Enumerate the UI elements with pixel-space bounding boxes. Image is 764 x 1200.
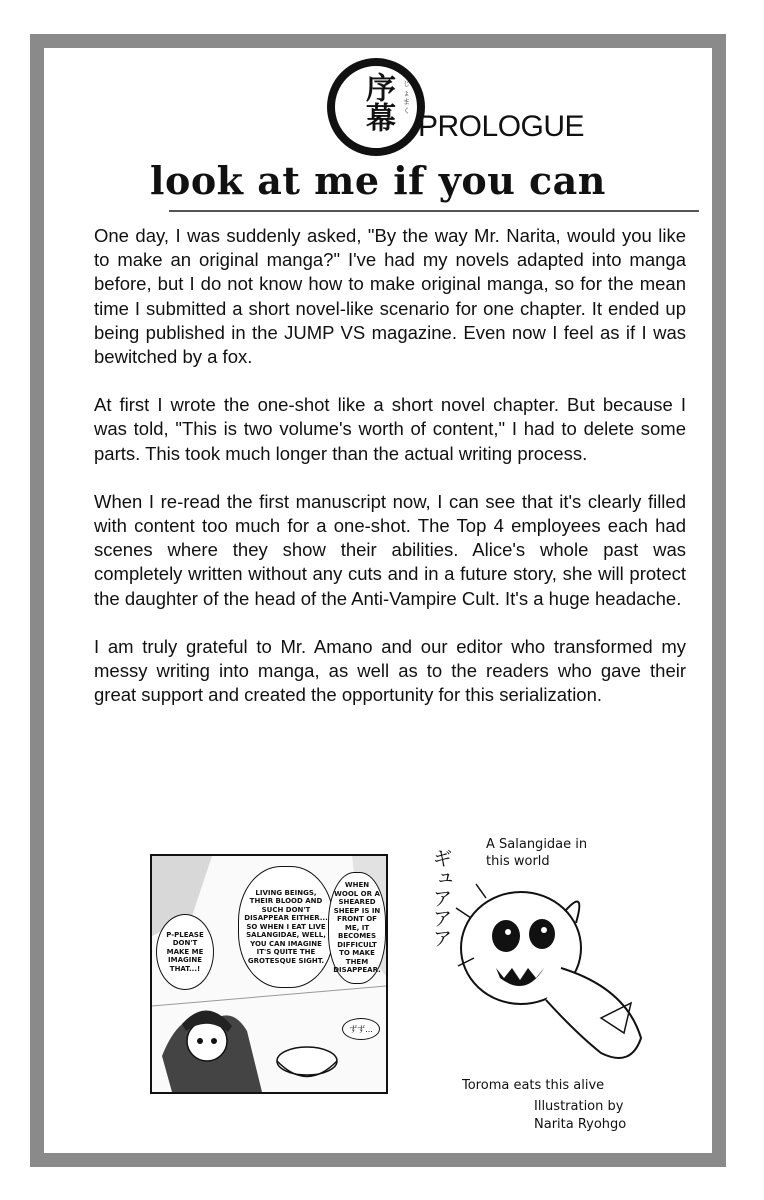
seal-inner-ring xyxy=(333,64,419,150)
speech-bubble-middle: LIVING BEINGS, THEIR BLOOD AND SUCH DON'T DISAPPEAR EITHER... SO WHEN I EAT LIVE SALANGIDAE, WELL, YOU CAN IMAGINE IT'S QUITE THE GROTESQUE SIGHT. xyxy=(238,866,334,988)
caption-bottom: Toroma eats this alive xyxy=(462,1078,605,1093)
page-content xyxy=(44,48,712,1153)
illustration-credit: Illustration by Narita Ryohgo xyxy=(534,1099,627,1132)
sound-effect-bubble: ずず... xyxy=(342,1018,380,1040)
paragraph: When I re-read the first manuscript now, I can see that it's clearly filled with content too much for a one-shot. The Top 4 employees each had scenes where they show their abilities. Alice's whole past was completely written without any cuts and in a future story, she will protect the daughter of the head of the Anti-Vampire Cult. It's a huge headache. xyxy=(94,490,686,609)
manga-panel xyxy=(150,854,388,1094)
seal-ruby: じょまく xyxy=(403,80,410,115)
speech-bubble-right: WHEN WOOL OR A SHEARED SHEEP IS IN FRONT OF ME, IT BECOMES DIFFICULT TO MAKE THEM DISAPPEAR. xyxy=(328,872,386,984)
fish-drawing xyxy=(426,828,676,1108)
afterword-text xyxy=(94,224,686,731)
salangidae-illustration xyxy=(426,828,676,1108)
sound-effect: ギュアアア xyxy=(429,848,453,948)
section-label: PROLOGUE xyxy=(418,110,585,143)
caption-top: A Salangidae in this world xyxy=(486,837,588,869)
page-frame xyxy=(30,34,726,1167)
speech-bubble-left: P-PLEASE DON'T MAKE ME IMAGINE THAT...! xyxy=(156,914,214,990)
page-title: look at me if you can xyxy=(150,158,606,203)
title-divider xyxy=(169,210,699,212)
paragraph: At first I wrote the one-shot like a short novel chapter. But because I was told, "This is two volume's worth of content," I had to delete some parts. This took much longer than the actual writing process. xyxy=(94,394,686,464)
seal-kanji: 序幕 xyxy=(360,72,395,132)
chapter-seal xyxy=(327,58,425,156)
paragraph: I am truly grateful to Mr. Amano and our editor who transformed my messy writing into manga, as well as to the readers who gave their great support and created the opportunity for this serialization. xyxy=(94,635,686,706)
paragraph: One day, I was suddenly asked, "By the way Mr. Narita, would you like to make an original manga?" I've had my novels adapted into manga before, but I do not know how to make original manga, so for the mean time I submitted a short novel-like scenario for one chapter. It ended up being published in the JUMP VS magazine. Even now I feel as if I was bewitched by a fox. xyxy=(94,225,686,368)
